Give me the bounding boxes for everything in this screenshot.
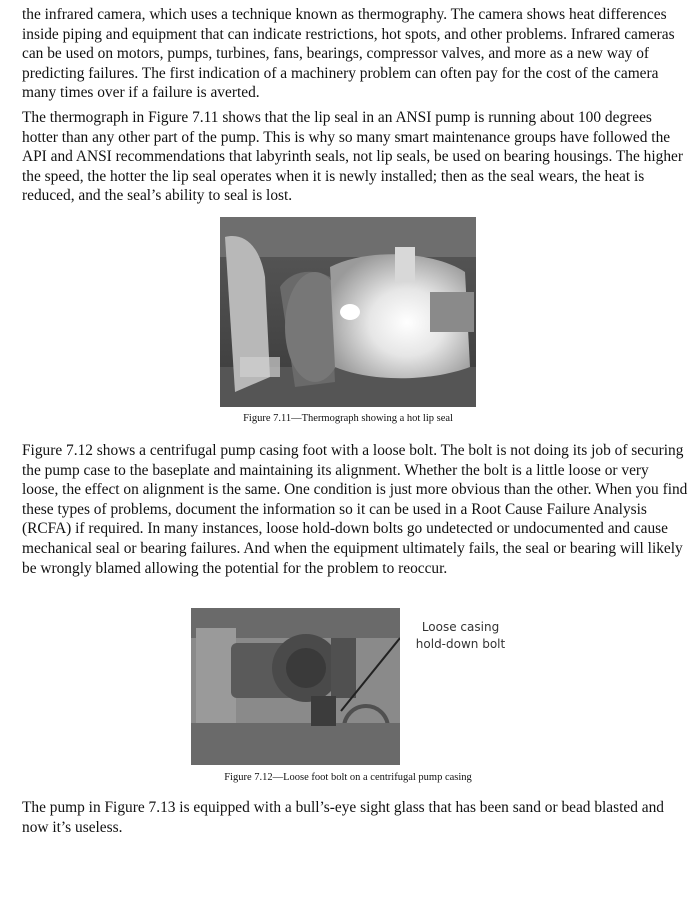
paragraph-loose-bolt: Figure 7.12 shows a centrifugal pump casing foot with a loose bolt. The bolt is not doing its job of securing the pump case to the baseplate and maintaining its alignment. Whether the bolt is a little loose or very loose, the effect on alignment is the same. One condition is just more obvious than the other. When you find these types of problems, document the information so it can be used in a Root Cause Failure Analysis (RCFA) if required. In many instances, loose hold-down bolts go undetected or undocumented and cause mechanical seal or bearing failures. And when the equipment ultimately fails, the seal or bearing will likely be wrongly blamed allowing the potential for the problem to reoccur.: [22, 442, 688, 577]
paragraph-sight-glass: The pump in Figure 7.13 is equipped with a bull’s-eye sight glass that has been sand or bead blasted and now it’s useless.: [22, 799, 665, 836]
figure-7-12-caption: Figure 7.12—Loose foot bolt on a centrifugal pump casing: [224, 772, 472, 783]
loose-bolt-photo: [191, 608, 400, 765]
loose-bolt-callout: [408, 619, 513, 653]
callout-line-2: hold-down bolt: [415, 637, 506, 651]
callout-line-1: Loose casing: [421, 620, 500, 634]
paragraph-thermograph-lip-seal: The thermograph in Figure 7.11 shows that the lip seal in an ANSI pump is running about 100 degrees hotter than any other part of the pump. This is why so many smart maintenance groups have followed the API and ANSI recommendations that labyrinth seals, not lip seals, be used on bearing housings. The higher the speed, the hotter the lip seal operates when it is newly installed; then as the seal wears, the heat is reduced, and the seal’s ability to seal is lost.: [22, 109, 683, 205]
thermograph-image: [220, 217, 476, 407]
paragraph-thermography-intro: the infrared camera, which uses a technique known as thermography. The camera shows heat differences inside piping and equipment that can indicate restrictions, hot spots, and other problems. Infrared cameras can be used on motors, pumps, turbines, fans, bearings, compressor valves, and more as a new way of predicting failures. The first indication of a machinery problem can often pay for the cost of the camera many times over if a failure is averted.: [22, 6, 675, 102]
figure-7-11-caption: Figure 7.11—Thermograph showing a hot lip seal: [243, 413, 453, 424]
